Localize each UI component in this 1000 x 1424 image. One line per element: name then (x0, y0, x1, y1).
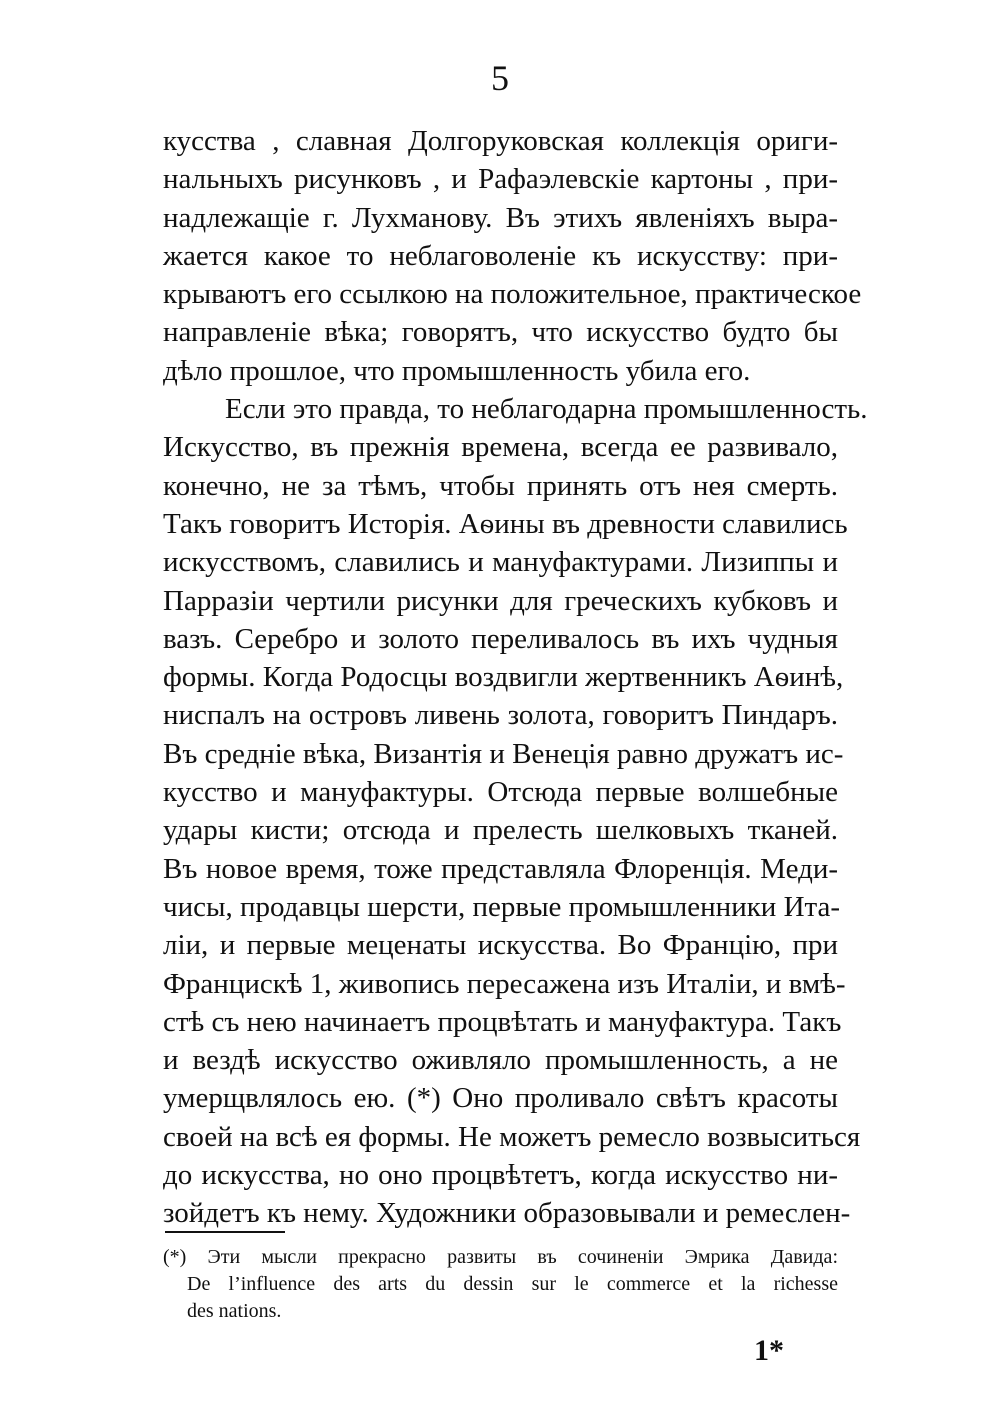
text-line: Въ новое время, тоже представляла Флоренція. Меди- (163, 852, 838, 885)
text-line: крываютъ его ссылкою на положительное, практическое (163, 278, 862, 311)
text-line: формы. Когда Родосцы воздвигли жертвенникъ Аѳинѣ, (163, 661, 844, 694)
text-line: конечно, не за тѣмъ, чтобы принять отъ нея смерть. (163, 469, 838, 502)
text-line: ліи, и первые меценаты искусства. Во Францію, при (163, 929, 838, 962)
text-line: своей на всѣ ея формы. Не можетъ ремесло возвыситься (163, 1120, 861, 1153)
text-line: Такъ говоритъ Исторія. Аѳины въ древности славились (163, 507, 848, 540)
text-line: искусствомъ, славились и мануфактурами. Лизиппы и (163, 546, 838, 579)
text-line: Въ средніе вѣка, Византія и Венеція равно дружатъ ис- (163, 737, 844, 770)
text-line: надлежащіе г. Лухманову. Въ этихъ явленіяхъ выра- (163, 201, 838, 234)
text-line: кусства , славная Долгоруковская коллекція ориги- (163, 125, 838, 157)
signature-mark: 1* (754, 1334, 784, 1367)
footnote-line: De l’influence des arts du dessin sur le commerce et la richesse (187, 1273, 838, 1295)
text-line: до искусства, но оно процвѣтетъ, когда искусство ни- (163, 1159, 838, 1192)
text-line: Если это правда, то неблагодарна промышленность. (225, 393, 868, 426)
text-line: ниспалъ на островъ ливень золота, говоритъ Пиндаръ. (163, 699, 838, 732)
text-line: и вездѣ искусство оживляло промышленность, а не (163, 1044, 838, 1077)
text-line: стѣ съ нею начинаетъ процвѣтать и мануфактура. Такъ (163, 1005, 842, 1038)
footnote-divider (165, 1231, 285, 1233)
text-line: зойдетъ къ нему. Художники образовывали и ремеслен- (163, 1197, 851, 1230)
footnote-line: des nations. (187, 1300, 282, 1322)
text-line: Францискѣ 1, живопись пересажена изъ Италіи, и вмѣ- (163, 967, 846, 1000)
text-line: кусство и мануфактуры. Отсюда первые волшебные (163, 776, 838, 809)
text-line: умерщвлялось ею. (*) Оно проливало свѣтъ красоты (163, 1082, 838, 1115)
footnote-line: (*) Эти мысли прекрасно развиты въ сочиненіи Эмрика Давида: (163, 1246, 838, 1268)
text-line: нальныхъ рисунковъ , и Рафаэлевскіе картоны , при- (163, 163, 838, 196)
text-line: дѣло прошлое, что промышленность убила его. (163, 354, 751, 387)
text-line: Искусство, въ прежнія времена, всегда ее развивало, (163, 431, 838, 464)
text-line: направленіе вѣка; говорятъ, что искусство будто бы (163, 316, 838, 349)
page-number: 5 (491, 58, 509, 98)
text-line: удары кисти; отсюда и прелесть шелковыхъ тканей. (163, 814, 838, 847)
text-line: вазъ. Серебро и золото переливалось въ ихъ чудныя (163, 622, 838, 655)
text-line: жается какое то неблаговоленіе къ искусству: при- (163, 239, 838, 272)
body-text (163, 122, 868, 1233)
text-line: чисы, продавцы шерсти, первые промышленники Ита- (163, 890, 841, 923)
footnote (163, 1244, 838, 1325)
text-line: Парразіи чертили рисунки для греческихъ кубковъ и (163, 584, 838, 617)
